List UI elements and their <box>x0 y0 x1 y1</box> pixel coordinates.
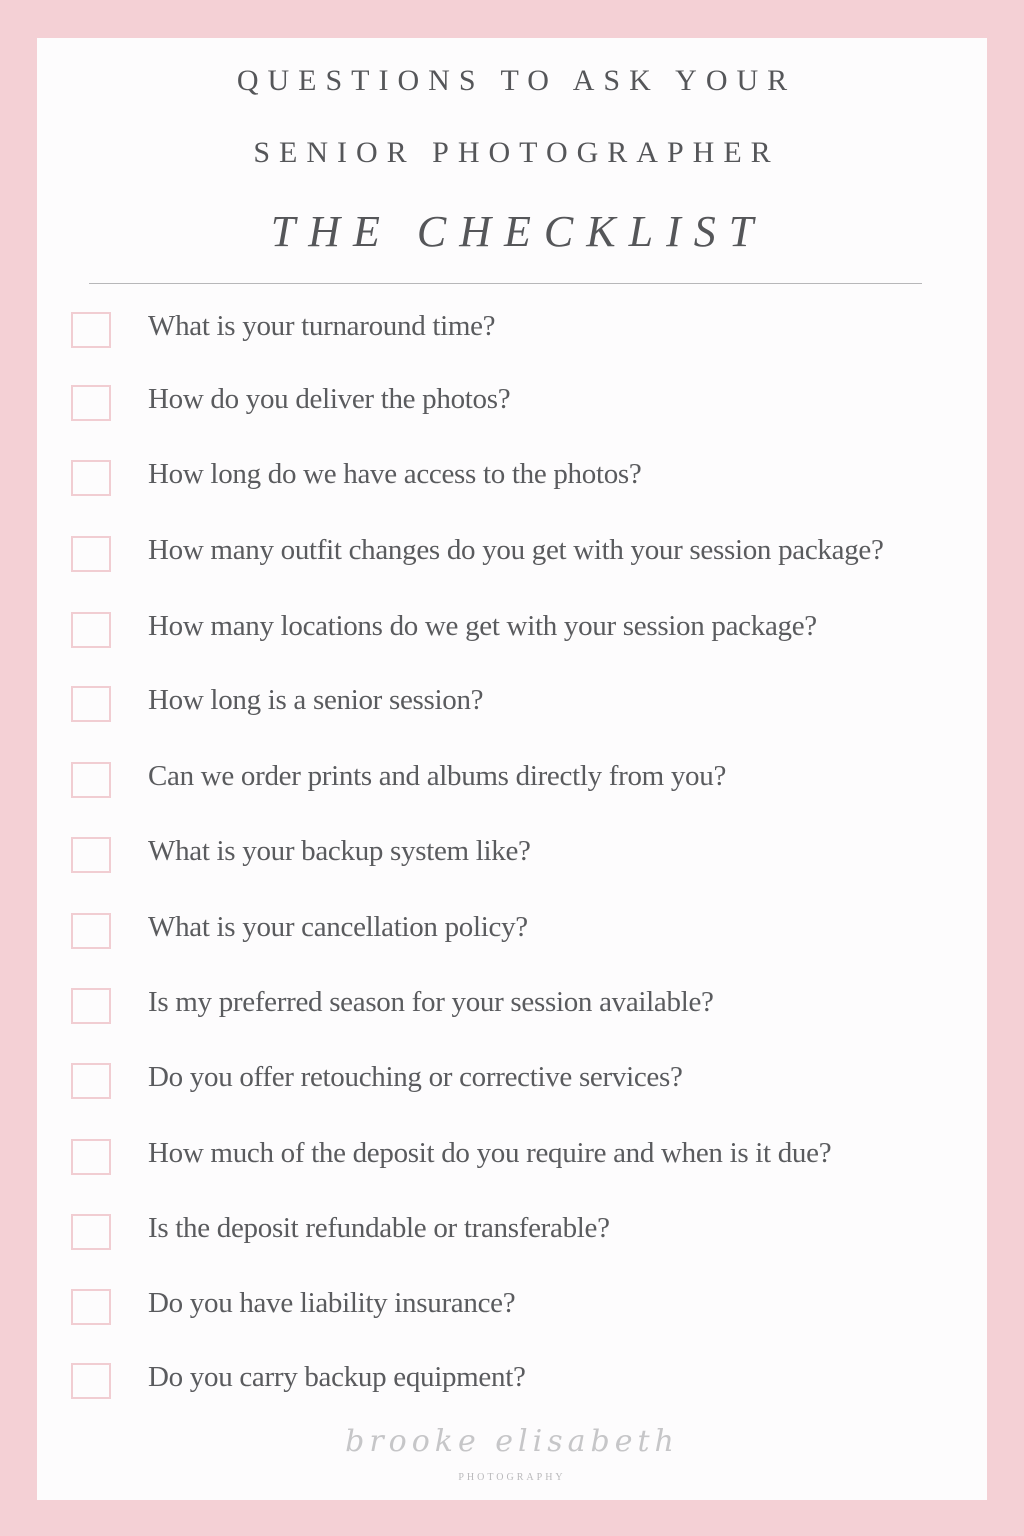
checkbox[interactable] <box>71 1363 111 1399</box>
checklist-card <box>37 38 987 1500</box>
checklist-question: What is your backup system like? <box>148 835 531 867</box>
checkbox[interactable] <box>71 988 111 1024</box>
checklist-question: How long is a senior session? <box>148 684 484 716</box>
checklist-question: How many locations do we get with your session package? <box>148 610 817 642</box>
brand-logo <box>37 1422 987 1483</box>
checklist-item <box>71 686 971 726</box>
checklist-item <box>71 385 971 425</box>
checklist-item <box>71 312 971 352</box>
checkbox[interactable] <box>71 837 111 873</box>
checklist-question: What is your turnaround time? <box>148 310 496 342</box>
checklist-question: How do you deliver the photos? <box>148 383 511 415</box>
logo-subtitle: PHOTOGRAPHY <box>458 1472 566 1483</box>
checklist-item <box>71 1289 971 1329</box>
checklist-item <box>71 612 971 652</box>
checklist-question: Do you have liability insurance? <box>148 1287 516 1319</box>
checkbox[interactable] <box>71 686 111 722</box>
checklist-item <box>71 1214 971 1254</box>
checklist-item <box>71 762 971 802</box>
logo-script: brooke elisabeth <box>345 1424 679 1459</box>
checklist-question: Do you offer retouching or corrective services? <box>148 1061 683 1093</box>
checkbox[interactable] <box>71 1139 111 1175</box>
checkbox[interactable] <box>71 1063 111 1099</box>
checklist-item <box>71 988 971 1028</box>
checklist-item <box>71 1139 971 1179</box>
heading-line-2: SENIOR PHOTOGRAPHER <box>253 136 780 169</box>
checklist-item <box>71 1063 971 1103</box>
checklist-question: What is your cancellation policy? <box>148 911 528 943</box>
heading-line-1: QUESTIONS TO ASK YOUR <box>236 64 797 97</box>
checklist-question: Can we order prints and albums directly from you? <box>148 760 727 792</box>
checklist-question: Do you carry backup equipment? <box>148 1361 526 1393</box>
checklist-item <box>71 460 971 500</box>
checklist-question: How long do we have access to the photos? <box>148 458 642 490</box>
checklist-question: Is my preferred season for your session available? <box>148 986 714 1018</box>
checkbox[interactable] <box>71 385 111 421</box>
checklist-question: How much of the deposit do you require and when is it due? <box>148 1137 832 1169</box>
checkbox[interactable] <box>71 312 111 348</box>
checkbox[interactable] <box>71 913 111 949</box>
checkbox[interactable] <box>71 460 111 496</box>
checkbox[interactable] <box>71 536 111 572</box>
checklist-question: Is the deposit refundable or transferable? <box>148 1212 610 1244</box>
checklist-item <box>71 913 971 953</box>
checklist-item <box>71 837 971 877</box>
checklist-title: THE CHECKLIST <box>270 207 767 256</box>
checkbox[interactable] <box>71 1289 111 1325</box>
header-divider <box>89 283 922 284</box>
checkbox[interactable] <box>71 762 111 798</box>
checkbox[interactable] <box>71 1214 111 1250</box>
checklist-question: How many outfit changes do you get with your session package? <box>148 534 884 566</box>
checklist-item <box>71 536 971 576</box>
checklist-item <box>71 1363 971 1403</box>
checkbox[interactable] <box>71 612 111 648</box>
